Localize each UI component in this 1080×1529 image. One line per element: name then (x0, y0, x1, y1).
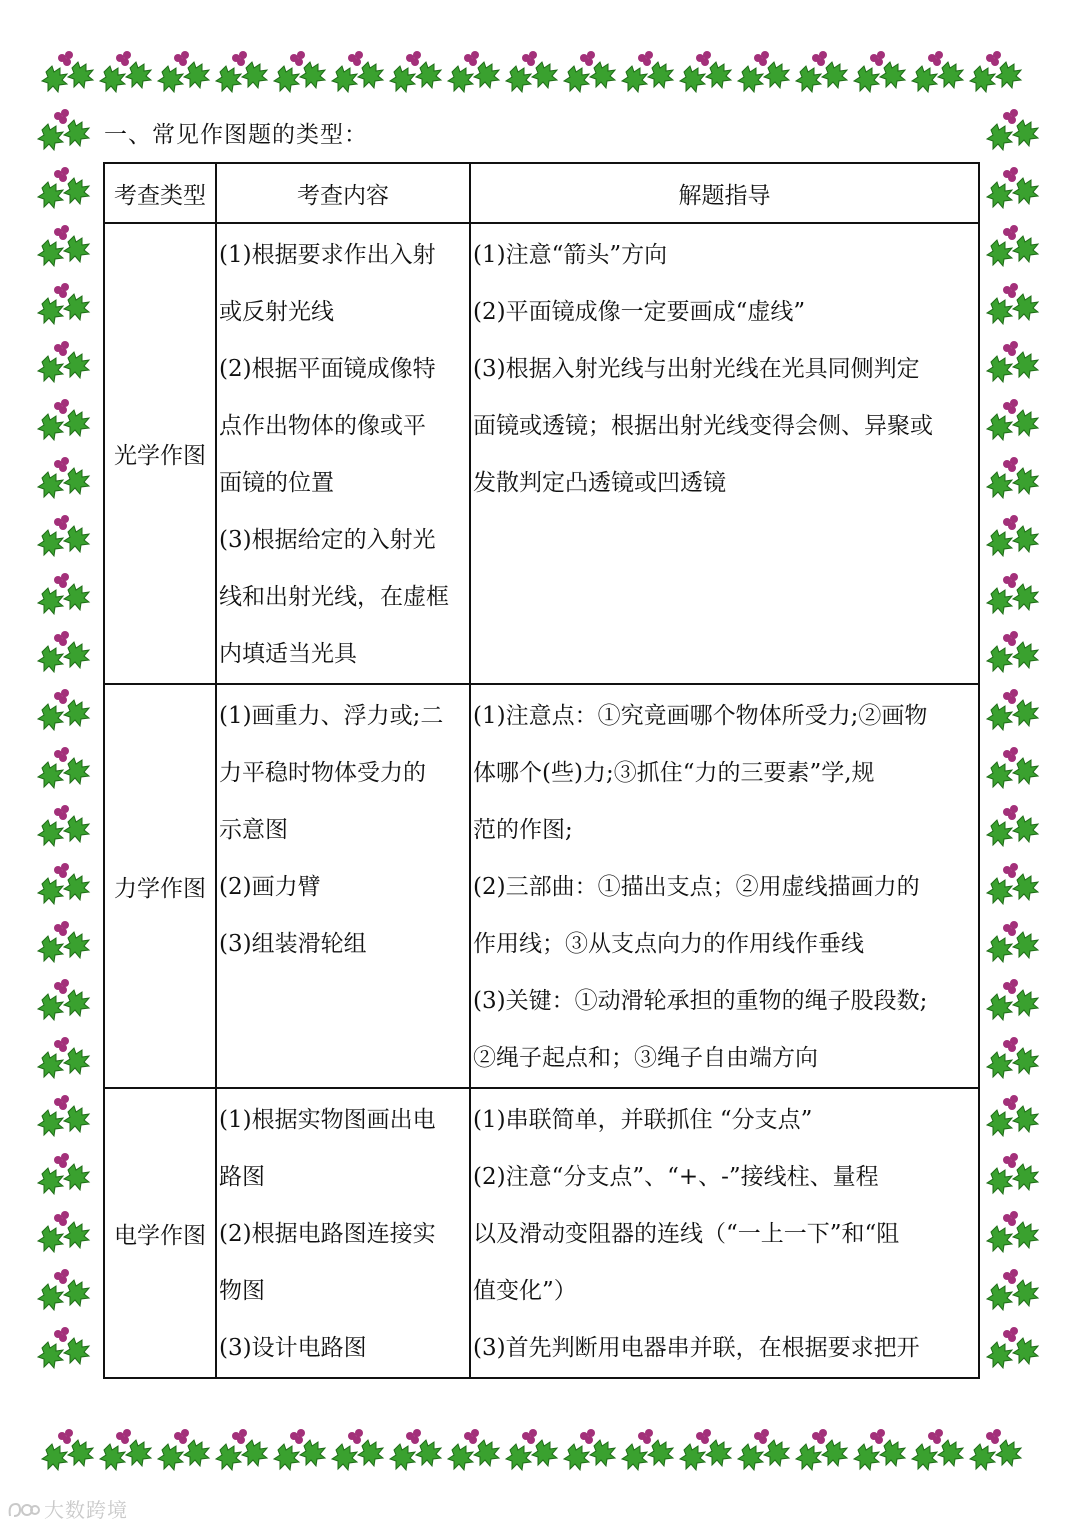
holly-decoration-icon (794, 1420, 850, 1476)
holly-decoration-icon (36, 564, 92, 620)
guide-cell-line: (3)关键：①动滑轮承担的重物的绳子股段数; (473, 988, 928, 1014)
guide-cell-line: 以及滑动变阻器的连线（“一上一下”和“阻 (473, 1221, 900, 1247)
holly-decoration-icon (985, 854, 1041, 910)
holly-decoration-icon (620, 1420, 676, 1476)
holly-decoration-icon (36, 274, 92, 330)
holly-decoration-icon (36, 738, 92, 794)
holly-decoration-icon (852, 42, 908, 98)
holly-decoration-icon (504, 42, 560, 98)
holly-decoration-icon (36, 680, 92, 736)
content-cell-line (219, 1030, 467, 1087)
guide-cell (470, 223, 979, 684)
content-cell-line: 点作出物体的像或平 (219, 413, 426, 439)
header-guide: 解题指导 (470, 163, 979, 223)
holly-decoration-icon (985, 332, 1041, 388)
table-row (104, 684, 979, 1088)
holly-decoration-icon (36, 796, 92, 852)
holly-decoration-icon (504, 1420, 560, 1476)
table-header-row (104, 163, 979, 223)
holly-decoration-icon (736, 42, 792, 98)
content-cell-line: (3)根据给定的入射光 (219, 527, 436, 553)
holly-decoration-icon (852, 1420, 908, 1476)
holly-decoration-icon (388, 1420, 444, 1476)
holly-decoration-icon (446, 1420, 502, 1476)
guide-cell-line (473, 569, 976, 626)
holly-decoration-icon (98, 42, 154, 98)
content-cell-line: 面镜的位置 (219, 470, 334, 496)
holly-decoration-icon (36, 1202, 92, 1258)
content-cell-line: (1)根据实物图画出电 (219, 1107, 436, 1133)
guide-cell-line (473, 626, 976, 683)
guide-cell-line: 体哪个(些)力;③抓住“力的三要素”学,规 (473, 760, 875, 786)
holly-decoration-icon (985, 622, 1041, 678)
holly-decoration-icon (446, 42, 502, 98)
guide-cell-line: 范的作图; (473, 817, 573, 843)
holly-decoration-icon (36, 912, 92, 968)
content-cell-line: 物图 (219, 1278, 265, 1304)
content-cell-line: (1)根据要求作出入射 (219, 242, 436, 268)
holly-decoration-icon (985, 1086, 1041, 1142)
holly-decoration-icon (214, 1420, 270, 1476)
holly-decoration-icon (985, 100, 1041, 156)
holly-decoration-icon (736, 1420, 792, 1476)
guide-cell-line: (1)串联简单，并联抓住 “分支点” (473, 1107, 813, 1133)
holly-decoration-icon (985, 158, 1041, 214)
holly-decoration-icon (36, 1144, 92, 1200)
holly-decoration-icon (98, 1420, 154, 1476)
holly-decoration-icon (36, 854, 92, 910)
table-row (104, 1088, 979, 1378)
holly-decoration-icon (40, 42, 96, 98)
guide-cell (470, 1088, 979, 1378)
type-cell: 电学作图 (104, 1088, 216, 1378)
holly-decoration-icon (330, 42, 386, 98)
holly-decoration-icon (156, 1420, 212, 1476)
content-cell (216, 684, 470, 1088)
holly-decoration-icon (985, 970, 1041, 1026)
guide-cell-line: 发散判定凸透镜或凹透镜 (473, 470, 726, 496)
guide-cell-line: (3)首先判断用电器串并联，在根据要求把开 (473, 1335, 920, 1361)
holly-decoration-icon (36, 100, 92, 156)
holly-decoration-icon (968, 1420, 1024, 1476)
section-title: 一、常见作图题的类型： (104, 122, 368, 148)
holly-decoration-icon (272, 1420, 328, 1476)
holly-decoration-icon (36, 506, 92, 562)
drawing-question-types-table (103, 162, 980, 1379)
guide-cell-line: (2)平面镜成像一定要画成“虚线” (473, 299, 806, 325)
holly-decoration-icon (388, 42, 444, 98)
content-cell (216, 223, 470, 684)
holly-decoration-icon (36, 1260, 92, 1316)
holly-decoration-icon (910, 1420, 966, 1476)
holly-decoration-icon (36, 448, 92, 504)
holly-decoration-icon (910, 42, 966, 98)
holly-decoration-icon (985, 738, 1041, 794)
guide-cell-line: (3)根据入射光线与出射光线在光具同侧判定 (473, 356, 920, 382)
guide-cell-line: (2)三部曲：①描出支点；②用虚线描画力的 (473, 874, 920, 900)
holly-decoration-icon (330, 1420, 386, 1476)
content-cell-line (219, 973, 467, 1030)
holly-decoration-icon (562, 1420, 618, 1476)
content-cell-line: (1)画重力、浮力或;二 (219, 703, 444, 729)
holly-decoration-icon (562, 42, 618, 98)
holly-decoration-icon (36, 158, 92, 214)
content-cell-line: (2)根据电路图连接实 (219, 1221, 436, 1247)
watermark-text: 大数跨境 (44, 1498, 128, 1522)
holly-decoration-icon (36, 1318, 92, 1374)
holly-decoration-icon (985, 564, 1041, 620)
guide-cell-line: (1)注意点：①究竟画哪个物体所受力;②画物 (473, 703, 928, 729)
content-cell-line: 线和出射光线，在虚框 (219, 584, 449, 610)
content-cell-line: 示意图 (219, 817, 288, 843)
guide-cell-line: (2)注意“分支点”、“+、-”接线柱、量程 (473, 1164, 879, 1190)
holly-decoration-icon (36, 1086, 92, 1142)
holly-decoration-icon (985, 448, 1041, 504)
holly-decoration-icon (36, 970, 92, 1026)
holly-decoration-icon (985, 1318, 1041, 1374)
table-row (104, 223, 979, 684)
holly-decoration-icon (985, 390, 1041, 446)
holly-decoration-icon (40, 1420, 96, 1476)
guide-cell (470, 684, 979, 1088)
holly-decoration-icon (985, 680, 1041, 736)
holly-decoration-icon (156, 42, 212, 98)
content-cell-line: 力平稳时物体受力的 (219, 760, 426, 786)
holly-decoration-icon (678, 42, 734, 98)
content-cell-line: 或反射光线 (219, 299, 334, 325)
header-type: 考查类型 (104, 163, 216, 223)
holly-decoration-icon (985, 912, 1041, 968)
content-cell-line: (2)画力臂 (219, 874, 321, 900)
holly-decoration-icon (985, 506, 1041, 562)
holly-decoration-icon (36, 216, 92, 272)
holly-decoration-icon (678, 1420, 734, 1476)
holly-decoration-icon (620, 42, 676, 98)
holly-decoration-icon (985, 216, 1041, 272)
guide-cell-line: 值变化”） (473, 1278, 577, 1304)
content-cell (216, 1088, 470, 1378)
holly-decoration-icon (36, 1028, 92, 1084)
holly-decoration-icon (36, 390, 92, 446)
watermark (6, 1494, 128, 1523)
content-cell-line: 内填适当光具 (219, 641, 357, 667)
holly-decoration-icon (36, 622, 92, 678)
holly-decoration-icon (985, 274, 1041, 330)
watermark-logo-icon (6, 1498, 40, 1520)
type-cell: 光学作图 (104, 223, 216, 684)
content-cell-line: (3)设计电路图 (219, 1335, 367, 1361)
holly-decoration-icon (985, 1202, 1041, 1258)
holly-decoration-icon (985, 1028, 1041, 1084)
holly-decoration-icon (985, 796, 1041, 852)
guide-cell-line: ②绳子起点和；③绳子自由端方向 (473, 1045, 818, 1071)
guide-cell-line: 面镜或透镜；根据出射光线变得会侧、异聚或 (473, 413, 933, 439)
content-cell-line: (3)组装滑轮组 (219, 931, 367, 957)
holly-decoration-icon (985, 1260, 1041, 1316)
guide-cell-line: 作用线；③从支点向力的作用线作垂线 (473, 931, 864, 957)
content-cell-line: (2)根据平面镜成像特 (219, 356, 436, 382)
content-cell-line: 路图 (219, 1164, 265, 1190)
holly-decoration-icon (214, 42, 270, 98)
type-cell: 力学作图 (104, 684, 216, 1088)
holly-decoration-icon (794, 42, 850, 98)
holly-decoration-icon (968, 42, 1024, 98)
holly-decoration-icon (272, 42, 328, 98)
guide-cell-line (473, 512, 976, 569)
holly-decoration-icon (985, 1144, 1041, 1200)
header-content: 考查内容 (216, 163, 470, 223)
guide-cell-line: (1)注意“箭头”方向 (473, 242, 668, 268)
holly-decoration-icon (36, 332, 92, 388)
